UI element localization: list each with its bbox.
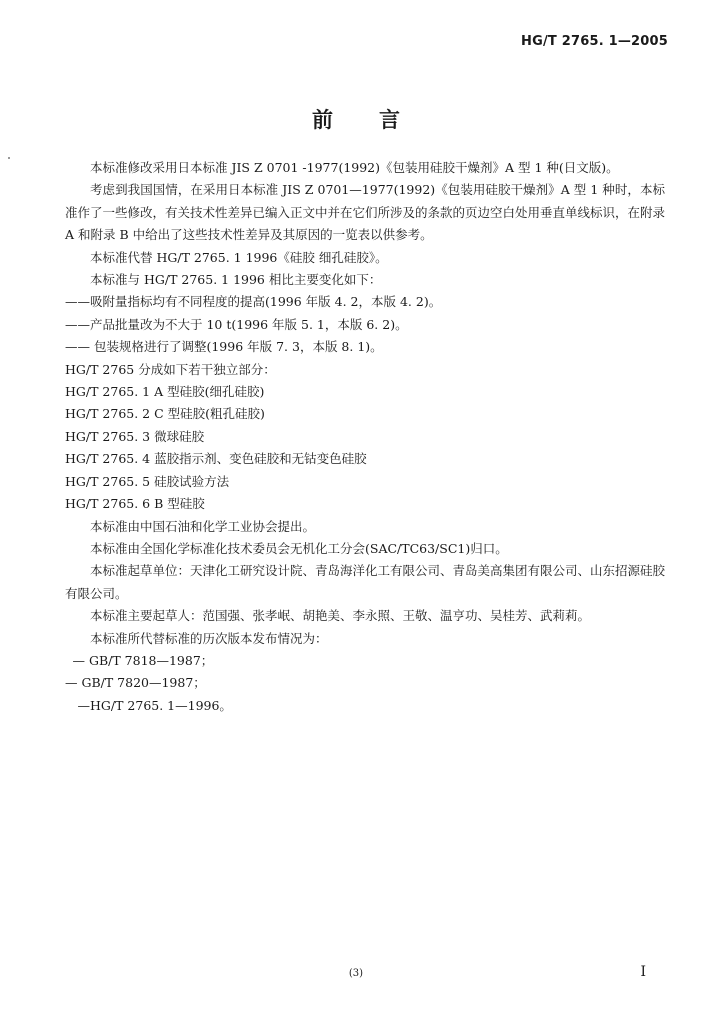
history-item: — GB/T 7818—1987； <box>72 652 214 668</box>
standard-code: HG/T 2765. 1—2005 <box>521 34 668 49</box>
part-item: HG/T 2765. 5 硅胶试验方法 <box>65 473 230 489</box>
paragraph-technical-committee: 本标准由全国化学标准化技术委员会无机化工分会(SAC/TC63/SC1)归口。 <box>90 540 508 556</box>
part-item: HG/T 2765. 2 C 型硅胶(粗孔硅胶) <box>65 406 265 422</box>
change-item: ——产品批量改为不大于 10 t(1996 年版 5. 1，本版 6. 2)。 <box>65 316 408 332</box>
foreword-body <box>65 157 665 717</box>
history-item: —HG/T 2765. 1—1996。 <box>77 697 232 713</box>
change-item: ——吸附量指标均有不同程度的提高(1996 年版 4. 2，本版 4. 2)。 <box>65 294 442 310</box>
part-item: HG/T 2765. 6 B 型硅胶 <box>65 496 205 512</box>
page-number: (3) <box>348 968 364 979</box>
change-item: —— 包装规格进行了调整(1996 年版 7. 3，本版 8. 1)。 <box>65 339 383 355</box>
history-item: — GB/T 7820—1987； <box>65 675 206 691</box>
paragraph-history-intro: 本标准所代替标准的历次版本发布情况为： <box>90 630 328 646</box>
paragraph-adoption: 本标准修改采用日本标准 JIS Z 0701 -1977(1992)《包装用硅胶干燥剂》A 型 1 种(日文版)。 <box>90 160 619 175</box>
parts-intro: HG/T 2765 分成如下若干独立部分： <box>65 361 276 377</box>
paragraph-replaces: 本标准代替 HG/T 2765. 1 1996《硅胶 细孔硅胶》。 <box>90 249 388 265</box>
part-item: HG/T 2765. 1 A 型硅胶(细孔硅胶) <box>65 384 265 400</box>
part-item: HG/T 2765. 4 蓝胶指示剂、变色硅胶和无钴变色硅胶 <box>65 451 367 467</box>
part-item: HG/T 2765. 3 微球硅胶 <box>65 428 205 444</box>
scan-speck <box>8 157 10 159</box>
paragraph-drafting-units: 本标准起草单位：天津化工研究设计院、青岛海洋化工有限公司、青岛美高集团有限公司、山东招源硅胶有限公司。 <box>65 563 666 601</box>
paragraph-modifications: 考虑到我国国情，在采用日本标准 JIS Z 0701—1977(1992)《包装用硅胶干燥剂》A 型 1 种时，本标准作了一些修改，有关技术性差异已编入正文中并在它们所涉及的条款的页边空白处用垂直单线标识，在附录 A 和附录 B 中给出了这些技术性差异及其原因的一览表以供参考。 <box>65 182 666 243</box>
paragraph-proposer: 本标准由中国石油和化学工业协会提出。 <box>90 518 316 534</box>
page-title: 前言 <box>312 108 446 132</box>
roman-page-number: I <box>640 964 646 980</box>
paragraph-drafters: 本标准主要起草人：范国强、张孝岷、胡艳美、李永照、王敬、温亨功、吴桂芳、武莉莉。 <box>90 608 591 624</box>
paragraph-changes-intro: 本标准与 HG/T 2765. 1 1996 相比主要变化如下： <box>90 272 382 288</box>
